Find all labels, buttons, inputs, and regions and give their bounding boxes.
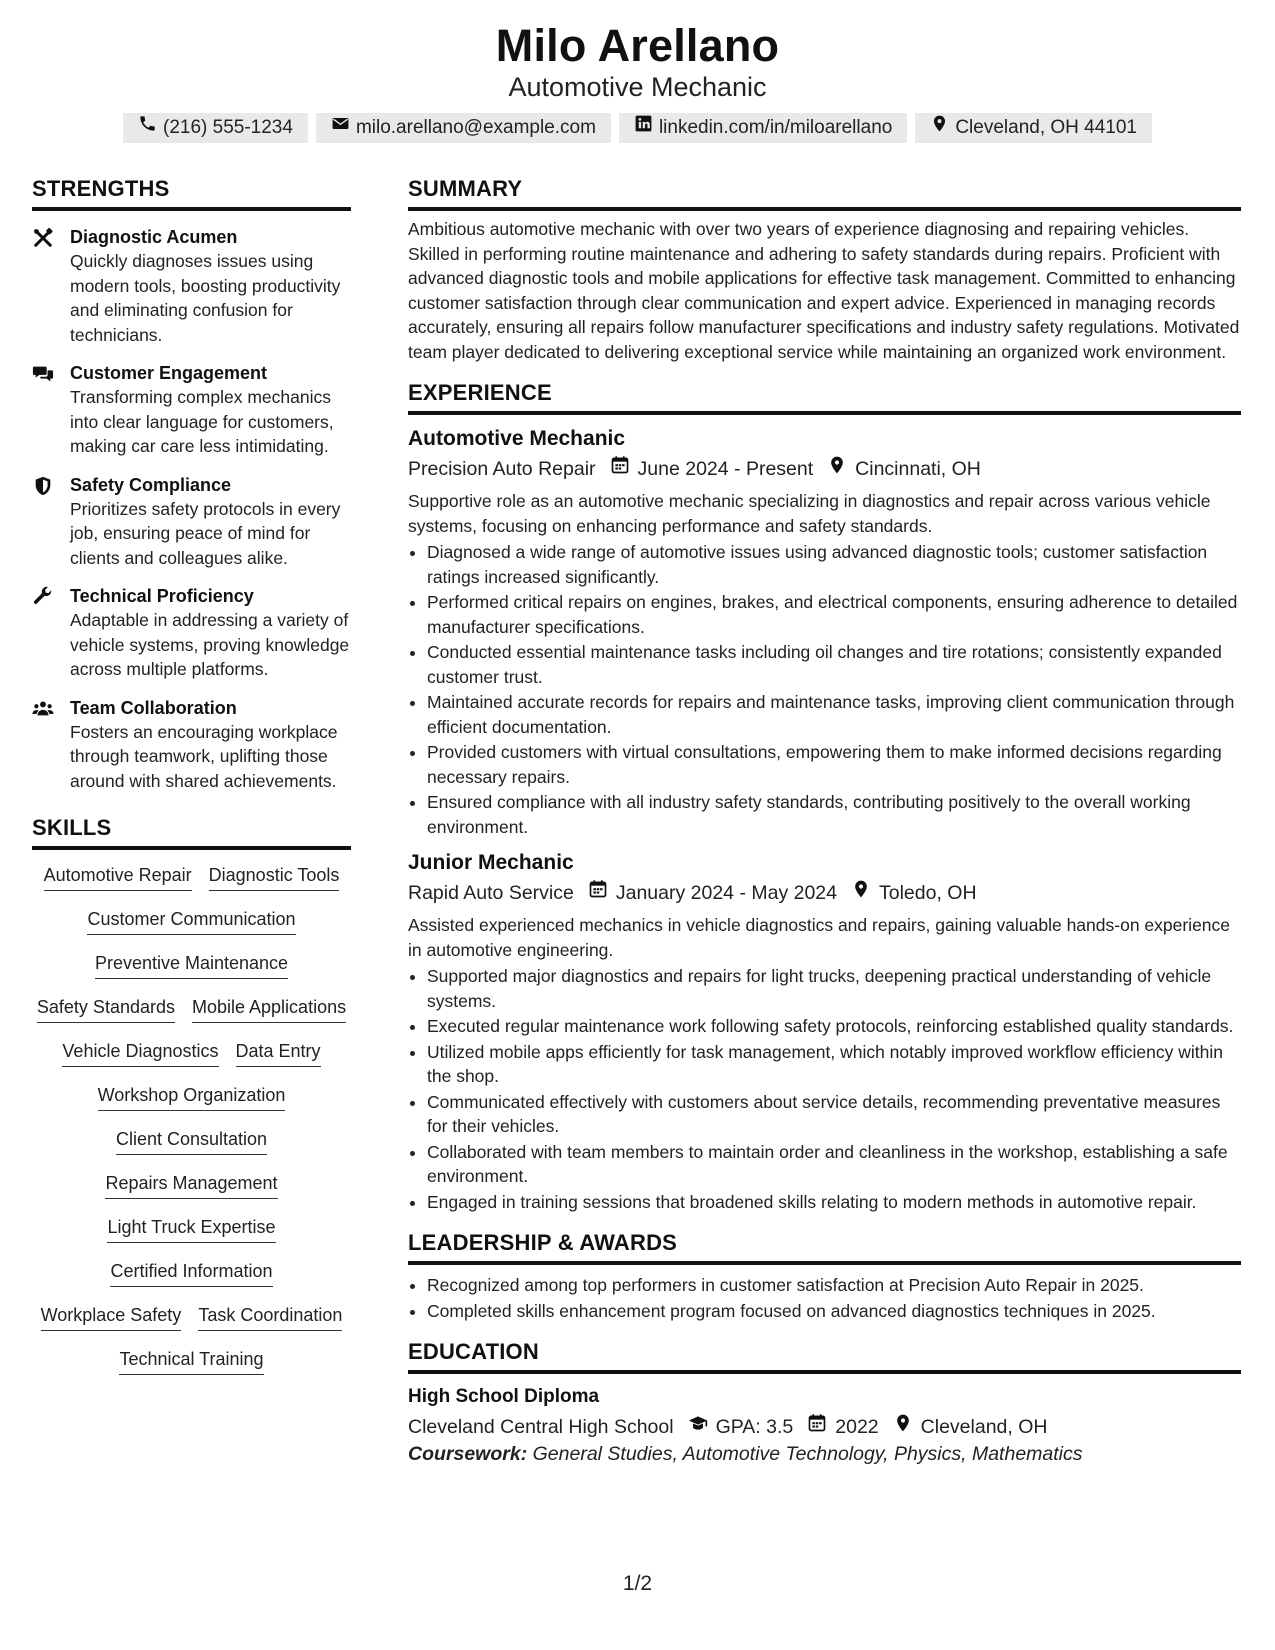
- location-text: Cleveland, OH 44101: [955, 117, 1137, 138]
- contact-phone[interactable]: [123, 113, 308, 143]
- award-item: • Recognized among top performers in customer satisfaction at Precision Auto Repair in 2025.: [427, 1273, 1241, 1298]
- strength-item: [32, 584, 351, 682]
- contact-linkedin[interactable]: [619, 113, 907, 143]
- job-entry: [408, 425, 1241, 839]
- job-bullet: • Communicated effectively with customers about service details, recommending preventative measures for their vehicles.: [427, 1090, 1241, 1139]
- map-pin-icon: [893, 1413, 913, 1441]
- skill-tag: Preventive Maintenance: [95, 952, 288, 979]
- leadership-heading: LEADERSHIP & AWARDS: [408, 1230, 1241, 1265]
- envelope-icon: [331, 113, 350, 143]
- map-pin-icon: [851, 879, 871, 907]
- contact-email[interactable]: [316, 113, 611, 143]
- school-name: Cleveland Central High School: [408, 1416, 674, 1438]
- experience-heading: EXPERIENCE: [408, 380, 1241, 415]
- strength-title: Diagnostic Acumen: [70, 227, 238, 247]
- job-bullet: • Conducted essential maintenance tasks including oil changes and tire rotations; consistently expanded customer trust.: [427, 640, 1241, 689]
- job-location: Cincinnati, OH: [855, 458, 981, 480]
- calendar-icon: [610, 455, 630, 483]
- summary-text: Ambitious automotive mechanic with over two years of experience diagnosing and repairing vehicles. Skilled in performing routine maintenance and adhering to safety standards during repairs. Proficient with advanced diagnostic tools and mobile applications for effective task management. Committed to enhancing customer satisfaction through clear communication and expert advice. Experienced in managing records accurately, ensuring all repairs follow manufacturer specifications and industry safety regulations. Motivated team player dedicated to delivering exceptional service while maintaining an organized work environment.: [408, 219, 1240, 362]
- map-pin-icon: [827, 455, 847, 483]
- phone-icon: [138, 113, 157, 143]
- users-icon: [32, 696, 70, 794]
- strength-desc: Transforming complex mechanics into clear language for customers, making car care less intimidating.: [70, 387, 334, 456]
- skill-tag: Vehicle Diagnostics: [62, 1040, 218, 1067]
- company-name: Rapid Auto Service: [408, 882, 574, 904]
- email-text: milo.arellano@example.com: [355, 117, 596, 138]
- company-name: Precision Auto Repair: [408, 458, 596, 480]
- coursework-text: General Studies, Automotive Technology, Physics, Mathematics: [532, 1443, 1083, 1465]
- skill-tag: Customer Communication: [87, 908, 295, 935]
- job-meta: [408, 879, 1241, 907]
- strength-item: [32, 696, 351, 794]
- job-bullet: • Diagnosed a wide range of automotive issues using advanced diagnostic tools; customer satisfaction ratings increased significantly.: [427, 540, 1241, 589]
- degree-title: High School Diploma: [408, 1386, 600, 1407]
- gpa-text: GPA: 3.5: [715, 1416, 794, 1438]
- coursework: [408, 1443, 1241, 1466]
- summary-heading: SUMMARY: [408, 176, 1241, 211]
- candidate-title: Automotive Mechanic: [508, 72, 767, 102]
- strength-title: Team Collaboration: [70, 697, 237, 718]
- strength-title: Customer Engagement: [70, 363, 268, 383]
- job-bullet: • Executed regular maintenance work following safety protocols, reinforcing established quality standards.: [427, 1014, 1241, 1039]
- job-meta: [408, 455, 1241, 483]
- contact-location: [915, 113, 1152, 143]
- job-bullet: • Performed critical repairs on engines, brakes, and electrical components, ensuring adherence to detailed manufacturer specifications.: [427, 590, 1241, 639]
- strength-desc: Quickly diagnoses issues using modern tools, boosting productivity and eliminating confusion for technicians.: [70, 251, 341, 345]
- graduation-cap-icon: [688, 1413, 708, 1441]
- skill-tag: Automotive Repair: [44, 864, 192, 891]
- linkedin-icon: [634, 113, 653, 143]
- strength-item: [32, 473, 351, 571]
- right-column: [408, 176, 1241, 1466]
- strengths-heading: STRENGTHS: [32, 176, 351, 211]
- left-column: [32, 176, 351, 1375]
- job-bullet: • Supported major diagnostics and repairs for light trucks, deepening practical understanding of vehicle systems.: [427, 964, 1241, 1013]
- calendar-icon: [588, 879, 608, 907]
- phone-text: (216) 555-1234: [163, 117, 293, 138]
- skill-tag: Data Entry: [236, 1040, 321, 1067]
- job-entry: [408, 849, 1241, 1214]
- wrench-icon: [32, 584, 70, 682]
- job-bullet: • Provided customers with virtual consultations, empowering them to make informed decisions regarding necessary repairs.: [427, 740, 1241, 789]
- map-pin-icon: [930, 113, 949, 143]
- job-bullets: [408, 964, 1241, 1214]
- job-bullet: • Maintained accurate records for repairs and maintenance tasks, improving client communication through efficient documentation.: [427, 690, 1241, 739]
- contact-bar: [0, 113, 1275, 143]
- job-bullets: [408, 540, 1241, 839]
- linkedin-text: linkedin.com/in/miloarellano: [658, 117, 893, 138]
- strength-title: Technical Proficiency: [70, 586, 254, 606]
- candidate-name: Milo Arellano: [495, 20, 780, 71]
- skill-tag: Diagnostic Tools: [209, 864, 340, 891]
- job-title: Junior Mechanic: [408, 851, 574, 874]
- job-dates: January 2024 - May 2024: [615, 882, 837, 904]
- coursework-label: Coursework:: [408, 1443, 528, 1465]
- page-number: 1/2: [622, 1572, 653, 1595]
- graduation-year: 2022: [835, 1416, 879, 1438]
- skills-heading: SKILLS: [32, 815, 351, 850]
- job-bullet: • Collaborated with team members to maintain order and cleanliness in the workshop, establishing a safe environment.: [427, 1140, 1241, 1189]
- job-bullet: • Utilized mobile apps efficiently for task management, which notably improved workflow efficiency within the shop.: [427, 1040, 1241, 1089]
- strength-desc: Fosters an encouraging workplace through teamwork, uplifting those around with shared achievements.: [70, 721, 338, 791]
- skill-tag: Safety Standards: [37, 996, 175, 1023]
- skill-tag: Certified Information: [110, 1260, 272, 1287]
- leadership-list: [408, 1273, 1241, 1323]
- job-bullet: • Engaged in training sessions that broadened skills relating to modern methods in automotive repair.: [427, 1190, 1241, 1215]
- shield-icon: [32, 473, 70, 571]
- education-meta: [408, 1413, 1241, 1441]
- education-heading: EDUCATION: [408, 1339, 1241, 1374]
- strength-desc: Adaptable in addressing a variety of vehicle systems, proving knowledge across multiple platforms.: [70, 610, 350, 679]
- job-intro: Supportive role as an automotive mechanic specializing in diagnostics and repair across various vehicle systems, focusing on enhancing performance and safety standards.: [408, 491, 1211, 536]
- skill-tag: Mobile Applications: [192, 996, 346, 1023]
- tools-icon: [32, 225, 70, 347]
- calendar-icon: [807, 1413, 827, 1441]
- skill-tag: Workshop Organization: [98, 1084, 286, 1111]
- chat-icon: [32, 361, 70, 459]
- award-item: • Completed skills enhancement program focused on advanced diagnostics techniques in 2025.: [427, 1299, 1241, 1324]
- skill-tag: Light Truck Expertise: [107, 1216, 275, 1243]
- skill-tag: Workplace Safety: [41, 1304, 182, 1331]
- strength-item: [32, 361, 351, 459]
- skill-tag: Repairs Management: [105, 1172, 277, 1199]
- job-title: Automotive Mechanic: [408, 427, 626, 450]
- skill-tag: Task Coordination: [198, 1304, 342, 1331]
- job-intro: Assisted experienced mechanics in vehicle diagnostics and repairs, gaining valuable hands-on experience in automotive engineering.: [408, 915, 1231, 960]
- skill-tag: Technical Training: [119, 1348, 263, 1375]
- skill-tag: Client Consultation: [116, 1128, 267, 1155]
- job-location: Toledo, OH: [879, 882, 977, 904]
- job-bullet: • Ensured compliance with all industry safety standards, contributing positively to the overall working environment.: [427, 790, 1241, 839]
- strength-item: [32, 225, 351, 347]
- skills-list: [32, 864, 351, 1375]
- school-location: Cleveland, OH: [920, 1416, 1048, 1438]
- strength-title: Safety Compliance: [70, 474, 232, 495]
- job-dates: June 2024 - Present: [637, 458, 814, 480]
- strength-desc: Prioritizes safety protocols in every job, ensuring peace of mind for clients and colleagues alike.: [70, 498, 341, 568]
